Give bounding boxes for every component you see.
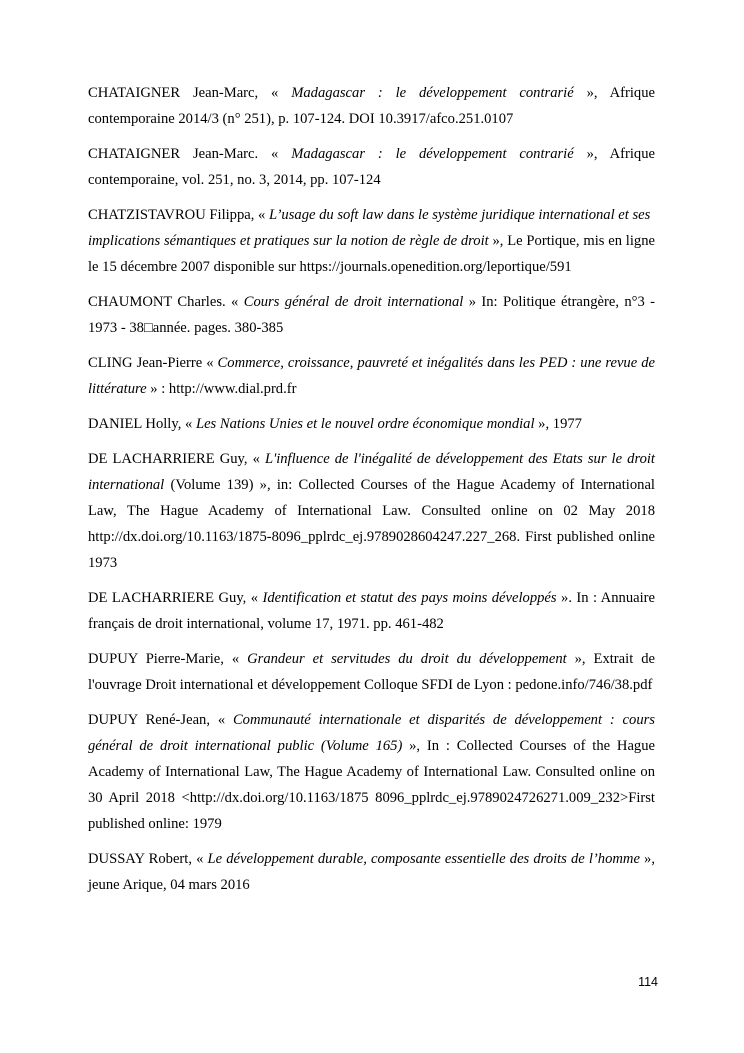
bibliography-entry-cling: CLING Jean-Pierre « Commerce, croissance, pauvreté et inégalités dans les PED : une revue de littérature » : http://www.dial.prd.fr: [88, 355, 655, 397]
bibliography-entry-de-lacharriere-1: DE LACHARRIERE Guy, « L'influence de l'inégalité de développement des Etats sur le droit international (Volume 139) », in: Collected Courses of the Hague Academy of International Law, The Hague Academy of International Law. Consulted online on 02 May 2018 http://dx.doi.org/10.1163/1875-8096_pplrdc_ej.9789028604247.227_268. First published online 1973: [88, 451, 655, 571]
bibliography-entry-chatzistavrou: CHATZISTAVROU Filippa, « L’usage du soft law dans le système juridique international et ses implications sémantiques et pratiques sur la notion de règle de droit », Le Portique, mis en ligne le 15 décembre 2007 disponible sur https://journals.openedition.org/leportique/591: [88, 207, 655, 275]
bibliography-entry-de-lacharriere-2: DE LACHARRIERE Guy, « Identification et statut des pays moins développés ». In : Annuaire français de droit international, volume 17, 1971. pp. 461-482: [88, 590, 655, 632]
page-number: 114: [638, 975, 658, 989]
bibliography-entry-dupuy-rene-jean: DUPUY René-Jean, « Communauté internationale et disparités de développement : cours général de droit international public (Volume 165) », In : Collected Courses of the Hague Academy of International Law, The Hague Academy of International Law. Consulted online on 30 April 2018 <http://dx.doi.org/10.1163/1875 8096_pplrdc_ej.9789024726271.009_232>First published online: 1979: [88, 712, 655, 832]
bibliography-entry-dupuy-pierre-marie: DUPUY Pierre-Marie, « Grandeur et servitudes du droit du développement », Extrait de l'ouvrage Droit international et développement Colloque SFDI de Lyon : pedone.info/746/38.pdf: [88, 651, 655, 693]
bibliography-page: [88, 80, 655, 907]
bibliography-entry-daniel: DANIEL Holly, « Les Nations Unies et le nouvel ordre économique mondial », 1977: [88, 416, 582, 432]
bibliography-entry-chataigner-1: CHATAIGNER Jean-Marc, « Madagascar : le développement contrarié », Afrique contemporaine 2014/3 (n° 251), p. 107-124. DOI 10.3917/afco.251.0107: [88, 85, 655, 127]
bibliography-entry-chaumont: CHAUMONT Charles. « Cours général de droit international » In: Politique étrangère, n°3 - 1973 - 38□année. pages. 380-385: [88, 294, 656, 336]
bibliography-entry-dussay: DUSSAY Robert, « Le développement durable, composante essentielle des droits de l’homme », jeune Arique, 04 mars 2016: [88, 851, 655, 893]
bibliography-entry-chataigner-2: CHATAIGNER Jean-Marc. « Madagascar : le développement contrarié », Afrique contemporaine, vol. 251, no. 3, 2014, pp. 107-124: [88, 146, 655, 188]
